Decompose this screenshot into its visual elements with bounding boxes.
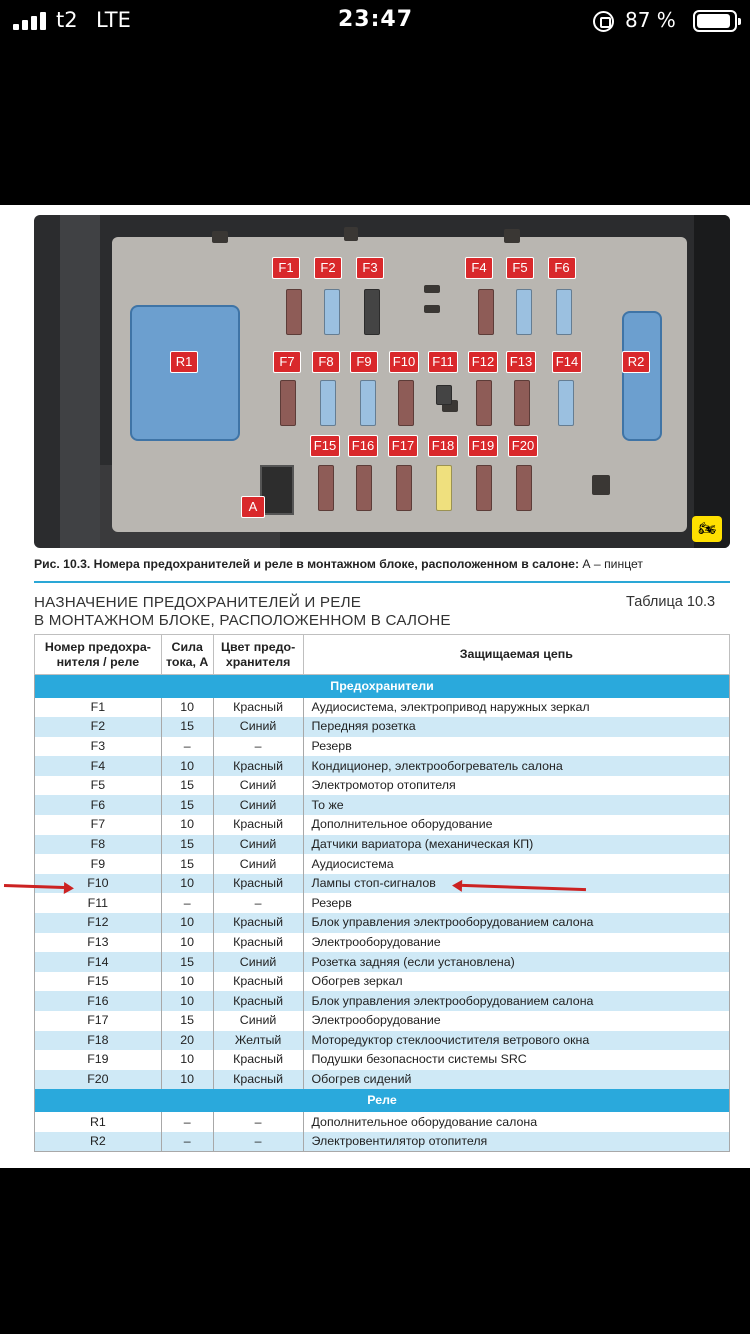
label-f9: F9: [350, 351, 378, 373]
cell-id: F2: [35, 717, 162, 737]
cell-amp: 10: [161, 913, 213, 933]
cell-color: –: [213, 1132, 303, 1152]
table-row: [35, 717, 730, 737]
table-row: [35, 952, 730, 972]
table-row: [35, 893, 730, 913]
cell-circuit: Обогрев сидений: [303, 1070, 729, 1090]
col-circuit: Защищаемая цепь: [303, 635, 729, 675]
cell-circuit: Розетка задняя (если установлена): [303, 952, 729, 972]
status-time: 23:47: [338, 7, 414, 32]
cell-circuit: Аудиосистема, электропривод наружных зеркал: [303, 698, 729, 718]
table-row: [35, 991, 730, 1011]
cell-id: F11: [35, 893, 162, 913]
fuse-f14: [558, 380, 574, 426]
battery-percent: 87 %: [625, 8, 676, 32]
car-icon: 🏍: [692, 516, 722, 542]
col-color: Цвет предо- хранителя: [213, 635, 303, 675]
cell-amp: –: [161, 1132, 213, 1152]
cell-color: Синий: [213, 776, 303, 796]
label-r2: R2: [622, 351, 650, 373]
cell-amp: 10: [161, 1070, 213, 1090]
table-row: [35, 756, 730, 776]
table-row: [35, 776, 730, 796]
cell-id: F14: [35, 952, 162, 972]
table-row: [35, 1031, 730, 1051]
label-f17: F17: [388, 435, 418, 457]
cell-id: F7: [35, 815, 162, 835]
label-f8: F8: [312, 351, 340, 373]
tweezers: [260, 465, 294, 515]
cell-amp: 10: [161, 1050, 213, 1070]
cell-id: F12: [35, 913, 162, 933]
fuse-f8: [320, 380, 336, 426]
image-viewer-content[interactable]: [0, 205, 750, 1168]
cell-amp: –: [161, 737, 213, 757]
cell-amp: 20: [161, 1031, 213, 1051]
cell-amp: 10: [161, 756, 213, 776]
cell-circuit: То же: [303, 795, 729, 815]
label-f12: F12: [468, 351, 498, 373]
cell-circuit: Блок управления электрооборудованием салона: [303, 991, 729, 1011]
cell-circuit: Лампы стоп-сигналов: [303, 874, 729, 894]
cell-amp: 15: [161, 776, 213, 796]
fuse-f9: [360, 380, 376, 426]
cell-color: Синий: [213, 952, 303, 972]
cell-color: –: [213, 737, 303, 757]
cell-id: F1: [35, 698, 162, 718]
label-f1: F1: [272, 257, 300, 279]
cell-color: Синий: [213, 854, 303, 874]
table-row: [35, 1132, 730, 1152]
label-f3: F3: [356, 257, 384, 279]
cell-amp: 15: [161, 1011, 213, 1031]
cell-circuit: Датчики вариатора (механическая КП): [303, 835, 729, 855]
cell-color: Синий: [213, 717, 303, 737]
cell-color: Красный: [213, 991, 303, 1011]
cell-amp: 10: [161, 698, 213, 718]
cell-amp: 15: [161, 717, 213, 737]
cell-circuit: Аудиосистема: [303, 854, 729, 874]
table-row: [35, 1050, 730, 1070]
fuse-f7: [280, 380, 296, 426]
fuse-f2: [324, 289, 340, 335]
cell-color: Желтый: [213, 1031, 303, 1051]
table-row: [35, 854, 730, 874]
cell-id: F13: [35, 933, 162, 953]
cell-amp: 10: [161, 815, 213, 835]
label-f5: F5: [506, 257, 534, 279]
cell-circuit: Обогрев зеркал: [303, 972, 729, 992]
cell-color: Синий: [213, 1011, 303, 1031]
fuse-f10: [398, 380, 414, 426]
fuse-f20: [516, 465, 532, 511]
cell-circuit: Кондиционер, электрообогреватель салона: [303, 756, 729, 776]
label-f7: F7: [273, 351, 301, 373]
signal-strength-icon: [13, 12, 49, 30]
fuse-f6: [556, 289, 572, 335]
cell-color: Синий: [213, 795, 303, 815]
cell-color: –: [213, 893, 303, 913]
cell-id: F20: [35, 1070, 162, 1090]
label-f2: F2: [314, 257, 342, 279]
divider: [34, 581, 730, 583]
cell-id: R1: [35, 1112, 162, 1132]
cell-amp: 15: [161, 795, 213, 815]
fuse-f19: [476, 465, 492, 511]
cell-id: F6: [35, 795, 162, 815]
label-f6: F6: [548, 257, 576, 279]
carrier-name: t2: [56, 8, 78, 32]
table-row: [35, 972, 730, 992]
relay-r2: [622, 311, 662, 441]
cell-color: Красный: [213, 1070, 303, 1090]
fuse-box-photo: [34, 215, 730, 548]
cell-amp: 15: [161, 835, 213, 855]
fuse-f17: [396, 465, 412, 511]
label-f14: F14: [552, 351, 582, 373]
fuse-f3: [364, 289, 380, 335]
fuse-f15: [318, 465, 334, 511]
cell-circuit: Дополнительное оборудование салона: [303, 1112, 729, 1132]
cell-color: Красный: [213, 874, 303, 894]
relay-r1: [130, 305, 240, 441]
fuse-f16: [356, 465, 372, 511]
cell-circuit: Передняя розетка: [303, 717, 729, 737]
cell-amp: 10: [161, 874, 213, 894]
table-number: Таблица 10.3: [626, 594, 716, 610]
label-f10: F10: [389, 351, 419, 373]
cell-id: F3: [35, 737, 162, 757]
section-header: Реле: [35, 1089, 730, 1112]
table-row: [35, 874, 730, 894]
table-row: [35, 933, 730, 953]
cell-amp: –: [161, 893, 213, 913]
cell-circuit: Резерв: [303, 737, 729, 757]
cell-id: F10: [35, 874, 162, 894]
table-row: [35, 1112, 730, 1132]
cell-circuit: Резерв: [303, 893, 729, 913]
cell-circuit: Дополнительное оборудование: [303, 815, 729, 835]
fuse-f4: [478, 289, 494, 335]
fuse-f11: [436, 385, 452, 405]
cell-circuit: Блок управления электрооборудованием салона: [303, 913, 729, 933]
cell-amp: –: [161, 1112, 213, 1132]
label-f20: F20: [508, 435, 538, 457]
table-row: [35, 815, 730, 835]
label-f11: F11: [428, 351, 458, 373]
cell-id: F5: [35, 776, 162, 796]
cell-color: Красный: [213, 972, 303, 992]
cell-amp: 10: [161, 991, 213, 1011]
cell-id: F17: [35, 1011, 162, 1031]
col-current: Сила тока, А: [161, 635, 213, 675]
label-f4: F4: [465, 257, 493, 279]
figure-caption: Рис. 10.3. Номера предохранителей и реле в монтажном блоке, расположенном в салоне: А – пинцет: [34, 557, 644, 571]
fuse-f12: [476, 380, 492, 426]
cell-amp: 15: [161, 952, 213, 972]
table-row: [35, 913, 730, 933]
cell-amp: 15: [161, 854, 213, 874]
cell-amp: 10: [161, 933, 213, 953]
col-number: Номер предохра- нителя / реле: [35, 635, 162, 675]
label-f15: F15: [310, 435, 340, 457]
cell-circuit: Моторедуктор стеклоочистителя ветрового окна: [303, 1031, 729, 1051]
cell-color: –: [213, 1112, 303, 1132]
section-header: Предохранители: [35, 675, 730, 698]
network-type: LTE: [96, 8, 131, 32]
cell-color: Красный: [213, 815, 303, 835]
cell-id: F18: [35, 1031, 162, 1051]
cell-color: Синий: [213, 835, 303, 855]
table-row: [35, 1011, 730, 1031]
table-row: [35, 698, 730, 718]
cell-id: F19: [35, 1050, 162, 1070]
cell-circuit: Электровентилятор отопителя: [303, 1132, 729, 1152]
table-row: [35, 737, 730, 757]
orientation-lock-icon: [593, 11, 614, 32]
cell-id: F16: [35, 991, 162, 1011]
fuse-f5: [516, 289, 532, 335]
cell-id: F15: [35, 972, 162, 992]
cell-circuit: Электрооборудование: [303, 933, 729, 953]
fuse-f18: [436, 465, 452, 511]
cell-circuit: Электромотор отопителя: [303, 776, 729, 796]
label-f13: F13: [506, 351, 536, 373]
cell-color: Красный: [213, 1050, 303, 1070]
label-f18: F18: [428, 435, 458, 457]
label-a: A: [241, 496, 265, 518]
fuse-table: [34, 634, 730, 1152]
label-f19: F19: [468, 435, 498, 457]
cell-color: Красный: [213, 933, 303, 953]
table-row: [35, 1070, 730, 1090]
label-r1: R1: [170, 351, 198, 373]
cell-color: Красный: [213, 756, 303, 776]
status-bar: [0, 0, 750, 40]
cell-id: F9: [35, 854, 162, 874]
cell-circuit: Электрооборудование: [303, 1011, 729, 1031]
table-title: НАЗНАЧЕНИЕ ПРЕДОХРАНИТЕЛЕЙ И РЕЛЕ В МОНТАЖНОМ БЛОКЕ, РАСПОЛОЖЕННОМ В САЛОНЕ: [34, 594, 451, 629]
cell-id: F4: [35, 756, 162, 776]
fuse-f1: [286, 289, 302, 335]
cell-amp: 10: [161, 972, 213, 992]
cell-circuit: Подушки безопасности системы SRC: [303, 1050, 729, 1070]
cell-color: Красный: [213, 913, 303, 933]
label-f16: F16: [348, 435, 378, 457]
cell-color: Красный: [213, 698, 303, 718]
table-row: [35, 795, 730, 815]
fuse-f13: [514, 380, 530, 426]
cell-id: R2: [35, 1132, 162, 1152]
cell-id: F8: [35, 835, 162, 855]
battery-icon: [693, 10, 737, 32]
table-row: [35, 835, 730, 855]
